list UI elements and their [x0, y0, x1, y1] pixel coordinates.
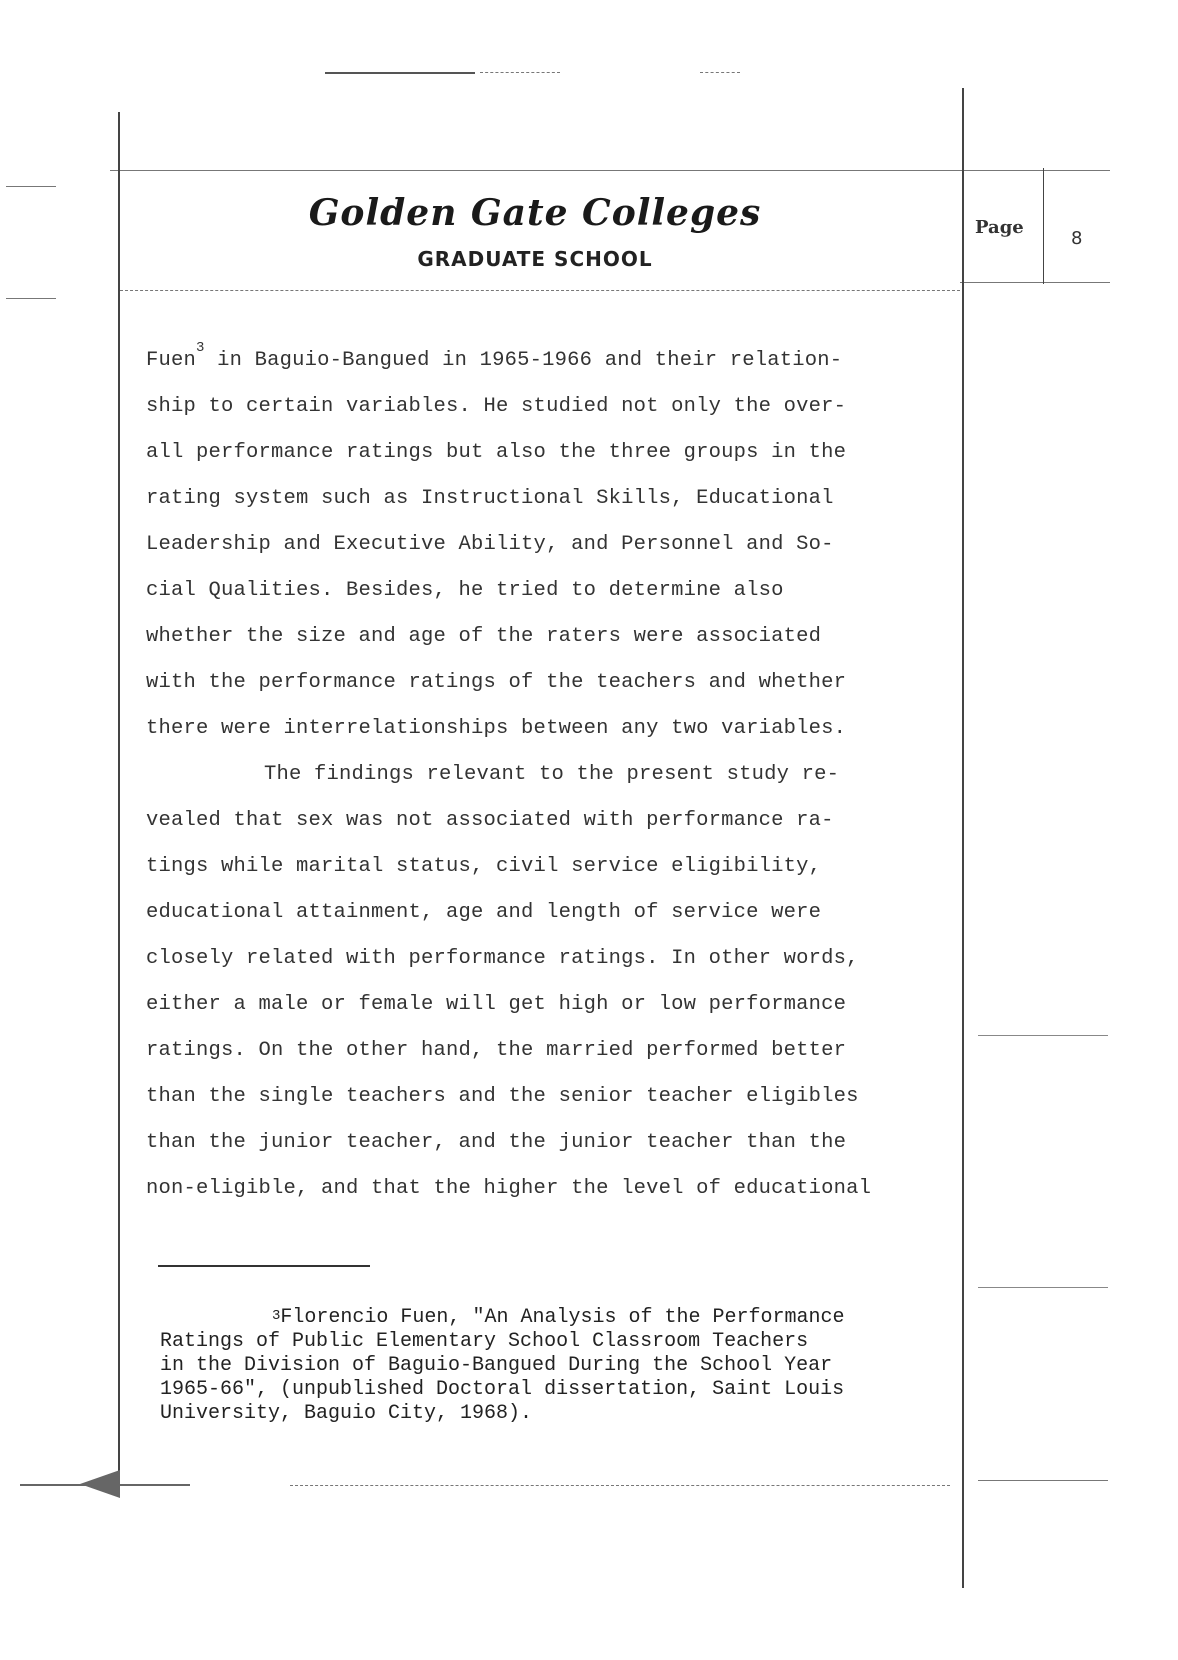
body-line: with the performance ratings of the teachers and whether	[146, 671, 847, 694]
body-line: ratings. On the other hand, the married performed better	[146, 1039, 847, 1062]
page-box-bottom-rule	[960, 282, 1110, 283]
body-text	[146, 338, 966, 1212]
footnote-line: $^3$Florencio Fuen, "An Analysis of the Performance	[272, 1306, 845, 1329]
body-line: Leadership and Executive Ability, and Personnel and So-	[146, 533, 834, 556]
body-line: there were interrelationships between any two variables.	[146, 717, 847, 740]
body-line: ship to certain variables. He studied not only the over-	[146, 395, 847, 418]
footnote	[160, 1306, 980, 1426]
right-edge-mark-2	[978, 1287, 1108, 1288]
body-line: tings while marital status, civil service eligibility,	[146, 855, 822, 878]
body-line: The findings relevant to the present study re-	[264, 763, 840, 786]
body-line: educational attainment, age and length of service were	[146, 901, 822, 924]
left-margin-line	[118, 112, 120, 1482]
body-line: Fuen$^3$ in Baguio-Bangued in 1965-1966 and their relation-	[146, 340, 843, 372]
top-rule-dashed	[480, 72, 560, 73]
right-edge-mark-1	[978, 1035, 1108, 1036]
body-line: either a male or female will get high or low performance	[146, 993, 847, 1016]
body-line: than the single teachers and the senior teacher eligibles	[146, 1085, 859, 1108]
top-rule-short	[700, 72, 740, 73]
bottom-rule-right	[978, 1480, 1108, 1481]
page-label: Page	[975, 217, 1024, 238]
body-line: than the junior teacher, and the junior teacher than the	[146, 1131, 847, 1154]
left-edge-tick-1	[6, 186, 56, 187]
footnote-separator	[158, 1265, 370, 1267]
left-edge-tick-2	[6, 298, 56, 299]
footnote-reference: 3	[196, 340, 205, 356]
body-line: all performance ratings but also the three groups in the	[146, 441, 847, 464]
top-rule	[325, 72, 475, 74]
page-number: 8	[1071, 228, 1083, 249]
body-line: closely related with performance ratings. In other words,	[146, 947, 859, 970]
body-line: non-eligible, and that the higher the level of educational	[146, 1177, 872, 1200]
body-line: rating system such as Instructional Skills, Educational	[146, 487, 834, 510]
institution-name: Golden Gate Colleges	[308, 192, 762, 234]
body-line: vealed that sex was not associated with performance ra-	[146, 809, 834, 832]
bottom-rule	[290, 1485, 950, 1486]
footnote-marker: 3	[272, 1308, 281, 1324]
school-name: GRADUATE SCHOOL	[417, 247, 653, 271]
header-bottom-rule	[120, 290, 960, 291]
footnote-line: University, Baguio City, 1968).	[160, 1402, 533, 1425]
header-top-rule	[110, 170, 1110, 171]
footnote-line: in the Division of Baguio-Bangued During the School Year	[160, 1354, 833, 1377]
binding-arrow-mark	[80, 1470, 120, 1498]
footnote-line: 1965-66", (unpublished Doctoral dissertation, Saint Louis	[160, 1378, 845, 1401]
body-line: cial Qualities. Besides, he tried to determine also	[146, 579, 784, 602]
footnote-line: Ratings of Public Elementary School Classroom Teachers	[160, 1330, 809, 1353]
body-line: whether the size and age of the raters were associated	[146, 625, 822, 648]
page-box-divider	[1043, 168, 1044, 284]
